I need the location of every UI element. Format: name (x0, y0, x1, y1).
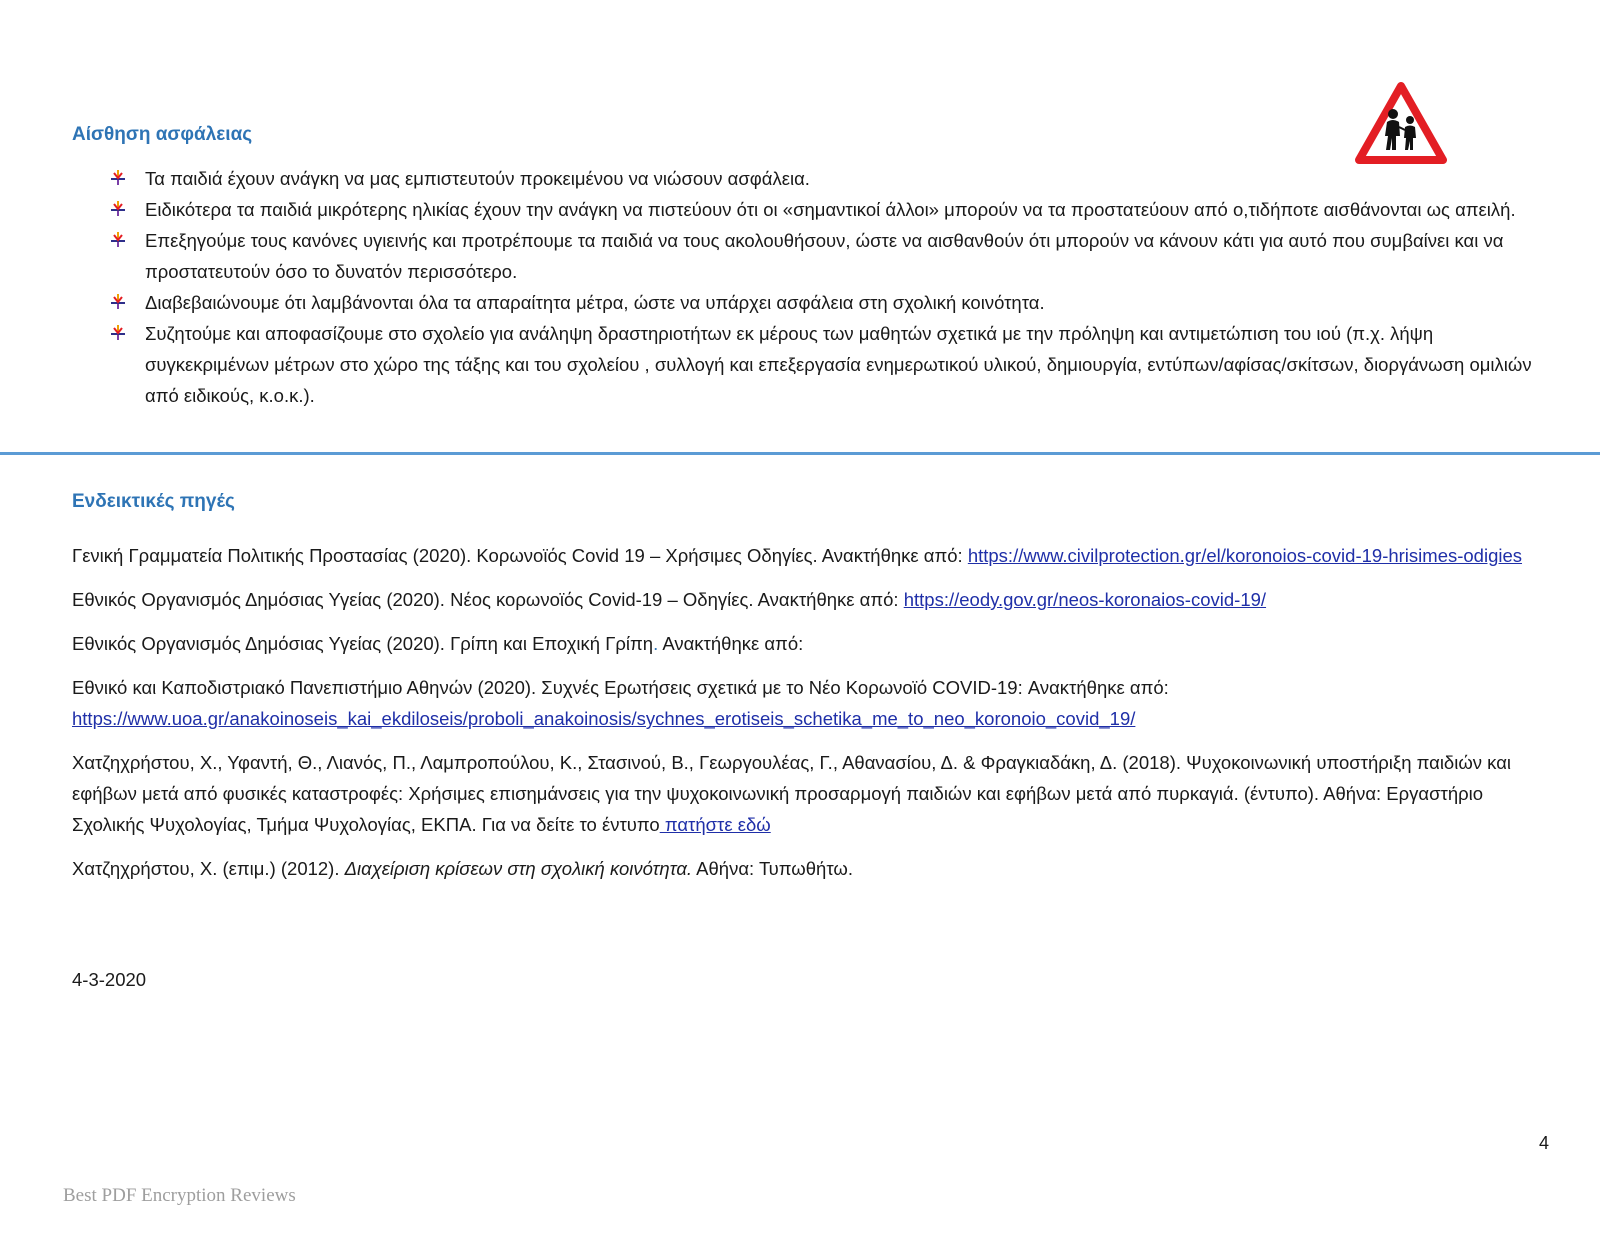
reference-book-title: Διαχείριση κρίσεων στη σχολική κοινότητα. (344, 858, 693, 879)
bullet-text: Διαβεβαιώνουμε ότι λαμβάνονται όλα τα απαραίτητα μέτρα, ώστε να υπάρχει ασφάλεια στη σχολική κοινότητα. (145, 292, 1045, 313)
arrow-bullet-icon (109, 200, 127, 218)
reference-text-tail: Αθήνα: Τυπωθήτω. (692, 858, 853, 879)
reference-text: Εθνικός Οργανισμός Δημόσιας Υγείας (2020). Νέος κορωνοϊός Covid-19 – Οδηγίες. Ανακτήθηκε από: (72, 589, 904, 610)
section-heading-sources: Ενδεικτικές πηγές (72, 491, 235, 512)
reference-text: Εθνικό και Καποδιστριακό Πανεπιστήμιο Αθηνών (2020). Συχνές Ερωτήσεις σχετικά με το Νέο Κορωνοϊό COVID-19: Ανακτήθηκε από: (72, 677, 1169, 698)
reference-text: Γενική Γραμματεία Πολιτικής Προστασίας (2020). Κορωνοϊός Covid 19 – Χρήσιμες Οδηγίες. Ανακτήθηκε από: (72, 545, 968, 566)
page-number: 4 (1539, 1133, 1550, 1153)
reference-link[interactable]: https://www.uoa.gr/anakoinoseis_kai_ekdiloseis/proboli_anakoinosis/sychnes_erotiseis_schetika_me_to_neo_koronoio_covid_19/ (72, 708, 1136, 729)
reference-item (72, 853, 1542, 884)
list-item (105, 225, 1555, 287)
bullet-text: Επεξηγούμε τους κανόνες υγιεινής και προτρέπουμε τα παιδιά να τους ακολουθήσουν, ώστε να αισθανθούν ότι μπορούν να κάνουν κάτι για αυτό που συμβαίνει και να προστατευτούν όσο το δυνατόν περισσότερο. (145, 230, 1504, 282)
list-item (105, 318, 1555, 411)
reference-item (72, 672, 1542, 734)
arrow-bullet-icon (109, 293, 127, 311)
reference-link[interactable]: https://eody.gov.gr/neos-koronaios-covid-19/ (903, 589, 1267, 610)
bullet-text: Τα παιδιά έχουν ανάγκη να μας εμπιστευτούν προκειμένου να νιώσουν ασφάλεια. (145, 168, 810, 189)
reference-item (72, 540, 1542, 571)
list-item (105, 163, 1555, 194)
reference-text: Χατζηχρήστου, Χ., Υφαντή, Θ., Λιανός, Π., Λαμπροπούλου, Κ., Στασινού, Β., Γεωργουλέας, Γ., Αθανασίου, Δ. & Φραγκιαδάκη, Δ. (2018). Ψυχοκοινωνική υποστήριξη παιδιών και εφήβων μετά από φυσικές καταστροφές: Χρήσιμες επισημάνσεις για την ψυχοκοινωνική προσαρμογή παιδιών και εφήβων μετά από πυρκαγιά. (έντυπο). Αθήνα: Εργαστήριο Σχολικής Ψυχολογίας, Τμήμα Ψυχολογίας, ΕΚΠΑ. Για να δείτε το έντυπο (72, 752, 1512, 835)
document-date: 4-3-2020 (72, 969, 147, 990)
reference-item (72, 747, 1542, 840)
reference-link[interactable]: https://www.civilprotection.gr/el/koronoios-covid-19-hrisimes-odigies (967, 545, 1523, 566)
arrow-bullet-icon (109, 169, 127, 187)
bullet-text: Συζητούμε και αποφασίζουμε στο σχολείο για ανάληψη δραστηριοτήτων εκ μέρους των μαθητών σχετικά με την πρόληψη και αντιμετώπιση του ιού (π.χ. λήψη συγκεκριμένων μέτρων στο χώρο της τάξης και του σχολείου , συλλογή και επεξεργασία ενημερωτικού υλικού, δημιουργία, εντύπων/αφίσας/σκίτσων, διοργάνωση ομιλιών από ειδικούς, κ.ο.κ.). (145, 323, 1532, 406)
arrow-bullet-icon (109, 324, 127, 342)
list-item (105, 194, 1555, 225)
arrow-bullet-icon (109, 231, 127, 249)
safety-bullet-list (105, 163, 1555, 411)
section-heading-safety: Αίσθηση ασφάλειας (72, 124, 253, 145)
references-list (72, 540, 1542, 897)
watermark: Best PDF Encryption Reviews (63, 1185, 296, 1206)
section-divider (0, 452, 1600, 455)
bullet-text: Ειδικότερα τα παιδιά μικρότερης ηλικίας έχουν την ανάγκη να πιστεύουν ότι οι «σημαντικοί άλλοι» μπορούν να τα προστατεύουν από ο,τιδήποτε αισθάνονται ως απειλή. (145, 199, 1516, 220)
reference-dot: . (653, 633, 659, 654)
list-item (105, 287, 1555, 318)
reference-text-tail: Ανακτήθηκε από: (658, 633, 804, 654)
children-crossing-warning-icon (1354, 80, 1448, 166)
reference-text: Εθνικός Οργανισμός Δημόσιας Υγείας (2020). Γρίπη και Εποχική Γρίπη (72, 633, 654, 654)
reference-text: Χατζηχρήστου, Χ. (επιμ.) (2012). (72, 858, 345, 879)
reference-item (72, 584, 1542, 615)
reference-link[interactable]: πατήστε εδώ (659, 814, 771, 835)
reference-item (72, 628, 1542, 659)
